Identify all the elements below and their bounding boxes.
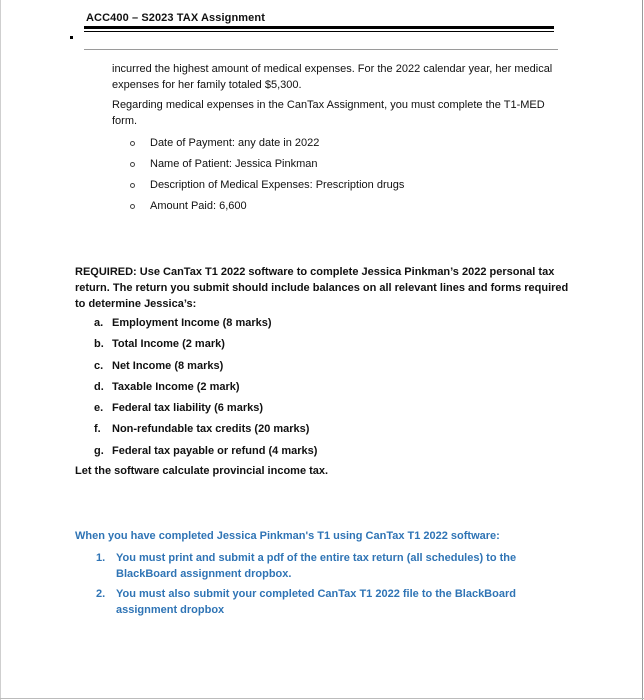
margin-mark	[70, 36, 73, 39]
page-left-edge	[0, 0, 1, 700]
intro-paragraph-2: Regarding medical expenses in the CanTax Assignment, you must complete the T1-MED form.	[112, 99, 545, 127]
header-rule-thin	[84, 31, 554, 32]
list-item: f. Non-refundable tax credits (20 marks)	[94, 423, 310, 436]
document-header-title: ACC400 – S2023 TAX Assignment	[86, 12, 265, 24]
closing-instruction: Let the software calculate provincial income tax.	[75, 465, 329, 477]
list-item: Description of Medical Expenses: Prescription drugs	[130, 178, 404, 199]
required-paragraph: REQUIRED: Use CanTax T1 2022 software to complete Jessica Pinkman’s 2022 personal tax return. The return you submit should include balances on all relevant lines and forms required to determine Jessica’s:	[75, 266, 569, 310]
list-item: d. Taxable Income (2 mark)	[94, 380, 240, 393]
circle-bullet-icon	[130, 162, 135, 167]
circle-bullet-icon	[130, 183, 135, 188]
submission-steps-list	[96, 550, 536, 622]
intro-paragraph-1: incurred the highest amount of medical expenses. For the 2022 calendar year, her medical expenses for her family totaled $5,300.	[112, 63, 553, 91]
list-item: b. Total Income (2 mark)	[94, 338, 225, 351]
submission-heading: When you have completed Jessica Pinkman's T1 using CanTax T1 2022 software:	[75, 530, 500, 542]
list-item: c. Net Income (8 marks)	[94, 359, 224, 372]
circle-bullet-icon	[130, 141, 135, 146]
page-bottom-edge	[0, 698, 644, 699]
header-rule-thick	[84, 26, 554, 29]
list-item: a. Employment Income (8 marks)	[94, 317, 272, 329]
list-item: 2. You must also submit your completed CanTax T1 2022 file to the BlackBoard assignment dropbox	[96, 588, 516, 616]
circle-bullet-icon	[130, 204, 135, 209]
page-break-rule	[84, 49, 558, 50]
page-right-edge	[642, 0, 643, 700]
list-item: Date of Payment: any date in 2022	[130, 136, 404, 157]
list-item: g. Federal tax payable or refund (4 marks)	[94, 444, 318, 457]
list-item: e. Federal tax liability (6 marks)	[94, 402, 264, 415]
required-items-list	[94, 316, 317, 465]
list-item: Amount Paid: 6,600	[130, 199, 404, 220]
list-item: Name of Patient: Jessica Pinkman	[130, 157, 404, 178]
list-item: 1. You must print and submit a pdf of the entire tax return (all schedules) to the BlackBoard assignment dropbox.	[96, 552, 517, 580]
medical-details-list	[130, 136, 404, 220]
